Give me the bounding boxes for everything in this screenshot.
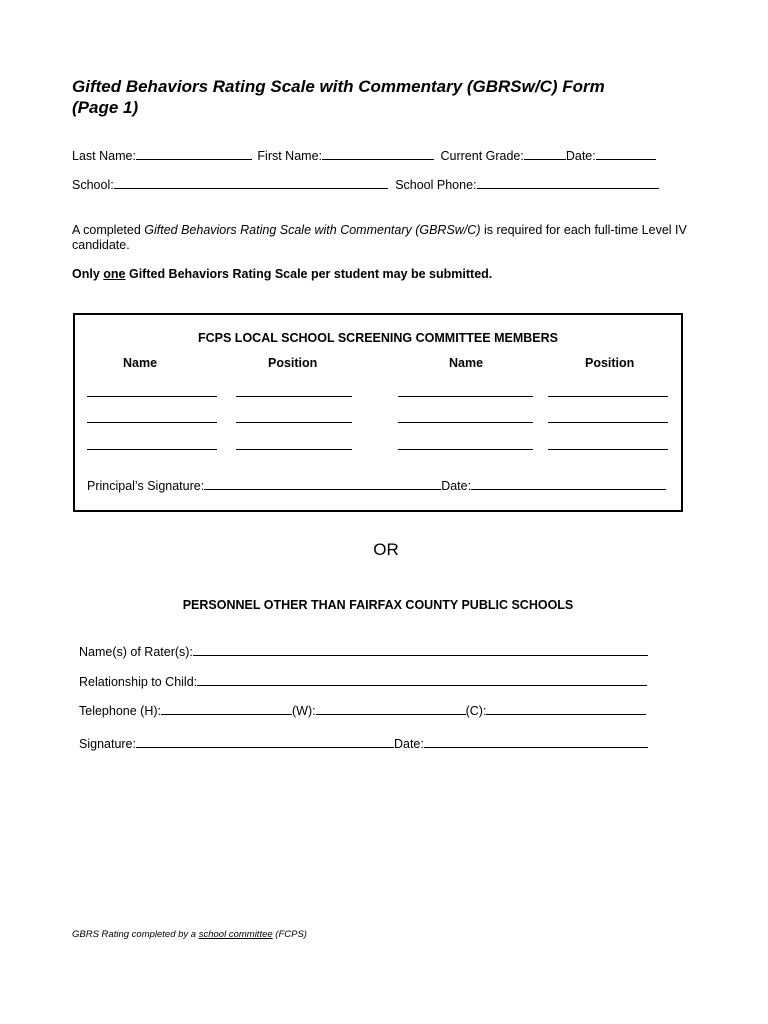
member-name-field-2[interactable] [398, 396, 533, 397]
committee-box [73, 313, 683, 512]
telephone-row [79, 702, 646, 719]
notice-text-pre: Only [72, 267, 104, 281]
cell-phone-field[interactable] [486, 702, 646, 715]
member-position-field-2[interactable] [548, 396, 668, 397]
relationship-row [79, 673, 647, 690]
member-position-field-6[interactable] [548, 449, 668, 450]
home-phone-label: Telephone (H): [79, 704, 161, 718]
footer-text-post: (FCPS) [272, 929, 307, 940]
raters-label: Name(s) of Rater(s): [79, 645, 193, 659]
last-name-field[interactable] [136, 147, 252, 160]
column-position-2: Position [585, 356, 635, 370]
notice-text-emphasis: one [103, 267, 126, 281]
home-phone-field[interactable] [161, 702, 292, 715]
member-name-field-5[interactable] [87, 449, 217, 450]
submission-notice [72, 267, 692, 282]
intro-text-post: is required for each full-time Level IV candidate. [72, 223, 687, 252]
work-phone-field[interactable] [316, 702, 466, 715]
raters-row [79, 643, 648, 660]
column-name-1: Name [123, 356, 158, 370]
signature-date-label: Date: [393, 737, 424, 751]
footer-text-underlined: school committee [198, 929, 273, 940]
signature-date-field[interactable] [424, 735, 648, 748]
intro-paragraph [72, 223, 692, 253]
member-position-field-1[interactable] [236, 396, 352, 397]
footer-text-pre: GBRS Rating completed by a [72, 929, 199, 940]
first-name-field[interactable] [322, 147, 434, 160]
date-label: Date: [565, 149, 596, 163]
signature-label: Signature: [79, 737, 136, 751]
student-info-row-1 [72, 147, 656, 164]
date-field[interactable] [596, 147, 656, 160]
external-heading: PERSONNEL OTHER THAN FAIRFAX COUNTY PUBLIC SCHOOLS [182, 598, 574, 612]
intro-text-pre: A completed [72, 223, 145, 237]
first-name-label: First Name: [257, 149, 322, 163]
cell-phone-label: (C): [465, 704, 487, 718]
member-name-field-3[interactable] [87, 422, 217, 423]
school-phone-field[interactable] [477, 176, 659, 189]
signature-row [79, 735, 648, 752]
student-info-row-2 [72, 176, 659, 193]
member-name-field-4[interactable] [398, 422, 533, 423]
school-field[interactable] [114, 176, 388, 189]
principal-date-label: Date: [441, 479, 472, 493]
relationship-label: Relationship to Child: [79, 675, 198, 689]
member-position-field-5[interactable] [236, 449, 352, 450]
footer-note [72, 929, 307, 940]
or-divider: OR [373, 540, 399, 559]
intro-text-italic: Gifted Behaviors Rating Scale with Commentary (GBRSw/C) [144, 223, 481, 237]
current-grade-label: Current Grade: [440, 149, 524, 163]
member-name-field-1[interactable] [87, 396, 217, 397]
column-position-1: Position [268, 356, 318, 370]
principal-signature-row [87, 477, 666, 494]
current-grade-field[interactable] [524, 147, 566, 160]
principal-signature-field[interactable] [204, 477, 441, 490]
column-name-2: Name [449, 356, 484, 370]
relationship-field[interactable] [197, 673, 647, 686]
last-name-label: Last Name: [72, 149, 136, 163]
signature-field[interactable] [136, 735, 394, 748]
work-phone-label: (W): [292, 704, 316, 718]
committee-heading: FCPS LOCAL SCHOOL SCREENING COMMITTEE MEMBERS [198, 331, 558, 345]
title-line-1: Gifted Behaviors Rating Scale with Commentary (GBRSw/C) Form [72, 77, 605, 96]
member-name-field-6[interactable] [398, 449, 533, 450]
principal-signature-label: Principal’s Signature: [87, 479, 205, 493]
school-phone-label: School Phone: [395, 178, 477, 192]
member-position-field-3[interactable] [236, 422, 352, 423]
school-label: School: [72, 178, 114, 192]
title-line-2: (Page 1) [72, 98, 139, 117]
notice-text-post: Gifted Behaviors Rating Scale per student may be submitted. [125, 267, 493, 281]
member-position-field-4[interactable] [548, 422, 668, 423]
principal-date-field[interactable] [471, 477, 666, 490]
raters-field[interactable] [193, 643, 648, 656]
form-title [72, 76, 692, 118]
